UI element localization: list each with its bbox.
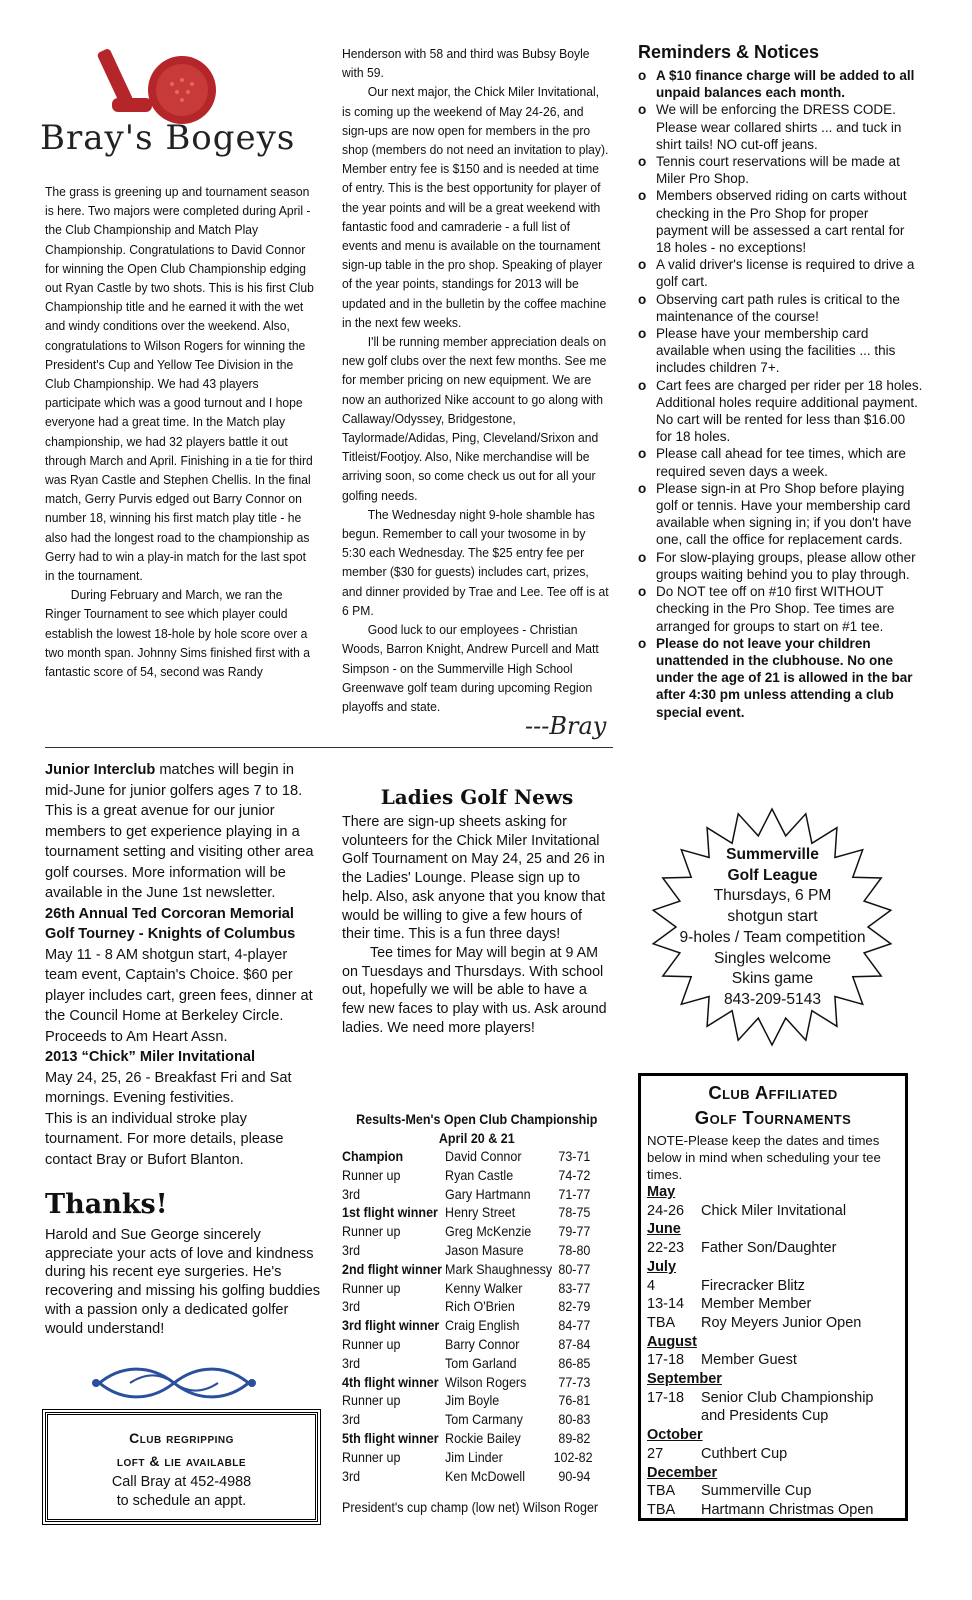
event-name: Father Son/Daughter [701,1240,837,1257]
result-label: 2nd flight winner [342,1261,443,1277]
bullet-icon: o [638,291,647,307]
result-name: Ken McDowell [445,1468,525,1484]
event-date: TBA [647,1314,676,1331]
bullet-icon: o [638,102,647,118]
results-rows [342,1148,612,1486]
result-label: Runner up [342,1393,401,1409]
logo-text: Bray's Bogeys [40,118,296,158]
notice-item [638,67,923,101]
result-label: Runner up [342,1167,401,1183]
bullet-icon: o [638,480,647,496]
corcoran-title: 26th Annual Ted Corcoran Memorial Golf Tourney - Knights of Columbus [45,905,296,942]
result-name: Greg McKenzie [445,1224,532,1240]
result-score: 102-82 [553,1449,593,1465]
bullet-icon: o [638,549,647,565]
result-row [342,1374,612,1393]
result-label: 3rd [342,1299,361,1315]
club-tournaments-box [638,1073,908,1521]
notice-text: We will be enforcing the DRESS CODE. Please wear collared shirts ... and tuck in shirt tails! NO cut-off jeans. [656,102,902,152]
corcoran-text: May 11 - 8 AM shotgun start, 4-player team event, Captain's Choice. $60 per player includes cart, green fees, dinner at the Council Home at Berkeley Circle. Proceeds to Am Heart Assn. [45,946,313,1045]
league-line-3: Thursdays, 6 PM [713,887,832,905]
result-label: 3rd [342,1242,361,1258]
league-line-1: Summerville [726,846,819,863]
notice-item [638,377,923,446]
tournaments-title-1: Club Affiliated [708,1082,838,1103]
league-line-2: Golf League [727,866,818,884]
result-row [342,1449,612,1468]
league-line-6: Singles welcome [713,949,831,967]
intro-article-continued [342,44,609,716]
result-name: Mark Shaughnessy [445,1261,553,1277]
result-label: Runner up [342,1336,401,1352]
result-name: Ryan Castle [445,1167,514,1183]
thanks-title: Thanks! [45,1189,168,1220]
result-row [342,1167,612,1186]
notice-text: Please have your membership card available when using the facilities ... this includes children 7+. [656,326,896,376]
notice-text: Please do not leave your children unattended in the clubhouse. No one under the age of 21 is allowed in the bar after 4:30 pm unless attending a club special event. [656,635,913,720]
result-row [342,1468,612,1487]
ladies-paragraph-2: Tee times for May will begin at 9 AM on Tuesdays and Thursdays. With school out, hopefully we will be able to have a few new faces to play with us. Ask around ladies. We need more players! [342,944,607,1036]
result-row [342,1242,612,1261]
junior-interclub-paragraph [45,760,315,904]
notice-text: Cart fees are charged per rider per 18 holes. Additional holes require additional payment. No cart will be rented for less than $16.00 for 18 holes. [656,377,923,445]
result-score: 77-73 [558,1374,591,1390]
result-row [342,1336,612,1355]
month-heading: December [647,1464,718,1481]
notice-item [638,583,923,635]
result-name: Wilson Rogers [445,1374,527,1390]
tournament-event [647,1351,899,1370]
tournament-event [647,1202,899,1221]
thanks-section [45,1188,320,1338]
event-name: Roy Meyers Junior Open [701,1314,862,1331]
regripping-box [45,1412,318,1522]
intro-paragraph-4: Our next major, the Chick Miler Invitational, is coming up the weekend of May 24-26, and sign-ups are now open for members in the pro shop (members do not need an invitation to play). Member entry fee is $150 and is needed at time of entry. This is the best opportunity for player of the year points and will be a great weekend with fantastic food and camraderie - a full list of events and menu is available on the tournament sign-up table in the pro shop. Speaking of player of the year points, standings for 2013 will be updated and in the bulletin by the coffee machine in the next few weeks. [342,84,609,330]
notices-title: Reminders & Notices [638,42,820,62]
event-name: Summerville Cup [701,1483,812,1500]
presidents-cup-line: President's cup champ (low net) Wilson Roger [342,1500,599,1516]
intro-paragraph-7: Good luck to our employees - Christian Woods, Barron Knight, Andrew Purcell and Matt Simpson - on the Summerville High School Greenwave golf team during upcoming Region playoffs and state. [342,622,599,714]
notice-list [638,67,923,721]
result-name: Craig English [445,1318,520,1334]
bullet-icon: o [638,154,647,170]
junior-interclub-title: Junior Interclub [45,762,156,778]
event-name: Cuthbert Cup [701,1445,788,1462]
event-name: Senior Club Championship and Presidents Cup [701,1389,874,1425]
result-score: 86-85 [558,1355,591,1371]
league-line-4: shotgun start [727,908,818,926]
result-row [342,1204,612,1223]
notice-item [638,256,923,290]
result-row [342,1392,612,1411]
notice-text: Do NOT tee off on #10 first WITHOUT checking in the Pro Shop. Tee times are arranged for groups to start on #1 tee. [656,584,895,634]
signature: ---Bray [525,712,607,740]
result-label: 3rd [342,1186,361,1202]
junior-interclub-text: matches will begin in mid-June for junior golfers ages 7 to 18. This is a great avenue for our junior members to get experience playing in a tournament setting and visiting other area golf courses. More information will be available in the June 1st newsletter. [45,762,314,901]
event-date: 17-18 [647,1389,685,1406]
events-column [45,760,315,1170]
flourish-ornament-icon [90,1358,258,1408]
result-score: 80-77 [558,1261,591,1277]
intro-paragraph-6: The Wednesday night 9-hole shamble has begun. Remember to call your twosome in by 5:30 each Wednesday. The $25 entry fee per member ($30 for guests) includes cart, prizes, and dinner provided by Trae and Lee. Tee off is at 6 PM. [342,506,609,618]
ladies-paragraph-1: There are sign-up sheets asking for volunteers for the Chick Miler Invitational Golf Tournament on May 24, 25 and 26 in the Ladies' Lounge. Please sign up to help. Also, ask anyone that you know that would be willing to give a few hours of their time. This is a fun three days! [342,814,606,943]
notice-text: Observing cart path rules is critical to the maintenance of the course! [656,291,900,324]
notice-text: Please call ahead for tee times, which are required seven days a week. [656,446,906,479]
bullet-icon: o [638,257,647,273]
result-name: Rich O'Brien [445,1299,515,1315]
notice-text: Tennis court reservations will be made at Miler Pro Shop. [656,154,900,187]
result-name: Barry Connor [445,1336,520,1352]
golf-ball-logo-icon [40,40,320,130]
event-name: Firecracker Blitz [701,1277,805,1294]
notice-text: For slow-playing groups, please allow other groups waiting behind you to play through. [656,549,916,582]
bullet-icon: o [638,326,647,342]
event-name: Hartmann Christmas Open [701,1501,874,1518]
notice-item [638,325,923,377]
chick-miler-title: 2013 “Chick” Miler Invitational [45,1049,256,1065]
reminders-notices [638,42,923,721]
result-score: 80-83 [558,1412,591,1428]
notice-item [638,101,923,153]
tournaments-title-2: Golf Tournaments [694,1107,852,1128]
event-date: 27 [647,1445,664,1462]
results-date: April 20 & 21 [438,1131,515,1146]
league-phone: 843-209-5143 [723,990,822,1008]
results-table [342,1110,612,1517]
result-row [342,1355,612,1374]
result-label: 1st flight winner [342,1205,438,1221]
result-name: Jim Linder [445,1449,503,1465]
section-divider [45,747,613,748]
result-row [342,1298,612,1317]
result-score: 89-82 [558,1430,591,1446]
month-heading: October [647,1427,703,1444]
result-score: 74-72 [558,1167,591,1183]
result-score: 84-77 [558,1318,591,1334]
result-score: 76-81 [558,1393,591,1409]
result-label: 3rd flight winner [342,1318,440,1334]
result-row [342,1261,612,1280]
tournament-event [647,1295,899,1314]
notice-text: A $10 finance charge will be added to all unpaid balances each month. [656,68,915,101]
event-date: 13-14 [647,1296,685,1313]
result-label: Runner up [342,1449,401,1465]
event-date: 17-18 [647,1352,685,1369]
regrip-line-1: Club regripping [129,1430,234,1446]
result-score: 73-71 [558,1149,591,1164]
result-label: 3rd [342,1468,361,1484]
notice-text: Please sign-in at Pro Shop before playing golf or tennis. Have your membership card available when signing in; if you don't have one, call the office for replacement cards. [656,480,912,548]
event-date: 22-23 [647,1240,685,1257]
tournament-event [647,1482,899,1501]
bullet-icon: o [638,446,647,462]
notice-item [638,153,923,187]
notice-item [638,480,923,549]
league-line-7: Skins game [731,970,814,988]
event-date: 4 [647,1277,656,1294]
tournament-event [647,1314,899,1333]
event-date: 24-26 [647,1202,685,1219]
thanks-text: Harold and Sue George sincerely appreciate your acts of love and kindness during his recent eye surgeries. He's recovering and missing his golfing buddies with a passion only a dedicated golfer would understand! [45,1227,321,1337]
event-name: Member Guest [701,1352,797,1369]
result-label: 4th flight winner [342,1374,439,1390]
result-name: David Connor [445,1149,522,1164]
result-label: Runner up [342,1280,401,1296]
chick-miler-text-2: This is an individual stroke play tournament. For more details, please contact Bray or Bufort Blanton. [45,1110,284,1168]
tournament-event [647,1277,899,1296]
result-score: 90-94 [558,1468,591,1484]
chick-miler-text: May 24, 25, 26 - Breakfast Fri and Sat mornings. Evening festivities. [45,1069,292,1106]
newsletter-logo [40,40,320,175]
result-row [342,1430,612,1449]
bullet-icon: o [638,635,647,651]
intro-article [45,182,315,681]
notice-item [638,635,923,721]
bullet-icon: o [638,188,647,204]
notice-item [638,187,923,256]
result-name: Jim Boyle [445,1393,500,1409]
result-name: Tom Garland [445,1355,517,1371]
result-name: Kenny Walker [445,1280,523,1296]
results-title: Results-Men's Open Club Championship [356,1112,598,1127]
intro-paragraph-2: During February and March, we ran the Ringer Tournament to see which player could establish the lowest 18-hole by hole score over a two month span. Johnny Sims finished first with a fantastic score of 54, second was Randy [45,587,311,680]
event-date: TBA [647,1501,676,1518]
result-score: 87-84 [558,1336,591,1352]
result-label: Champion [342,1149,404,1164]
event-name: Member Member [701,1296,812,1313]
month-heading: May [647,1184,676,1200]
result-score: 79-77 [558,1224,591,1240]
regrip-line-2: loft & lie available [116,1453,247,1469]
result-score: 78-80 [558,1242,591,1258]
month-heading: August [647,1333,697,1350]
month-heading: July [647,1258,677,1275]
bullet-icon: o [638,68,647,83]
ladies-golf-news [342,785,612,1037]
result-name: Jason Masure [445,1242,524,1258]
intro-paragraph-3: Henderson with 58 and third was Bubsy Boyle with 59. [342,46,590,81]
tournaments-note: NOTE-Please keep the dates and times below in mind when scheduling your tee times. [647,1133,881,1182]
notice-text: A valid driver's license is required to drive a golf cart. [656,257,915,290]
month-heading: June [647,1221,681,1238]
notice-item [638,549,923,583]
result-row [342,1317,612,1336]
result-name: Henry Street [445,1205,516,1221]
result-score: 78-75 [558,1205,591,1221]
league-line-5: 9-holes / Team competition [679,928,866,946]
bullet-icon: o [638,377,647,393]
result-label: 3rd [342,1412,361,1428]
intro-paragraph-1: The grass is greening up and tournament season is here. Two majors were completed during April - the Club Championship and Match Play Championship. Congratulations to David Connor for winning the Open Club Championship edging out Ryan Castle by two shots. This is his first Club Championship title and he earned it with the wet and windy conditions over the weekend. Also, congratulations to Wilson Rogers for winning the President's Cup and Yellow Tee Division in the Club Championship. We had 43 players participate which was a good turnout and I hope everyone had a great time. In the Match play championship, we had 32 players battle it out through March and April. Finishing in a tie for third was Ryan Castle and Stephen Chellis. In the final match, Gerry Purvis edged out Barry Connor on number 18, winning his first match play title - he also had the longest road to the championship as Gerry had to win a play-in match for the last spot in the tournament. [45,184,314,584]
result-score: 82-79 [558,1299,591,1315]
notice-item [638,291,923,325]
result-name: Rockie Bailey [445,1430,521,1446]
regrip-phone: Call Bray at 452-4988 [111,1474,252,1490]
result-label: Runner up [342,1224,401,1240]
tournament-list [647,1183,899,1520]
tournament-event [647,1389,899,1426]
result-label: 5th flight winner [342,1430,439,1446]
tournament-event [647,1501,899,1520]
month-heading: September [647,1371,722,1388]
event-date: TBA [647,1483,676,1500]
result-score: 83-77 [558,1280,591,1296]
result-row [342,1280,612,1299]
result-score: 71-77 [558,1186,591,1202]
intro-paragraph-5: I'll be running member appreciation deals on new golf clubs over the next few months. See me for member pricing on new equipment. We are now an authorized Nike account to go along with Callaway/Odyssey, Bridgestone, Taylormade/Adidas, Ping, Cleveland/Srixon and Titleist/Footjoy. Also, Nike merchandise will be arriving soon, so come check us out for all your golfing needs. [342,334,607,503]
ladies-title: Ladies Golf News [380,785,574,809]
result-row [342,1148,612,1167]
tournament-event [647,1239,899,1258]
result-name: Gary Hartmann [445,1186,531,1202]
result-name: Tom Carmany [445,1412,523,1428]
result-row [342,1186,612,1205]
bullet-icon: o [638,584,647,600]
result-row [342,1223,612,1242]
event-name: Chick Miler Invitational [701,1202,847,1219]
regrip-line-4: to schedule an appt. [116,1493,247,1509]
notice-item [638,445,923,479]
tournament-event [647,1445,899,1464]
notice-text: Members observed riding on carts without checking in the Pro Shop for proper payment will be assessed a cart rental for 18 holes - no exceptions! [656,188,907,256]
golf-league-callout [620,845,925,1011]
result-label: 3rd [342,1355,361,1371]
result-row [342,1411,612,1430]
